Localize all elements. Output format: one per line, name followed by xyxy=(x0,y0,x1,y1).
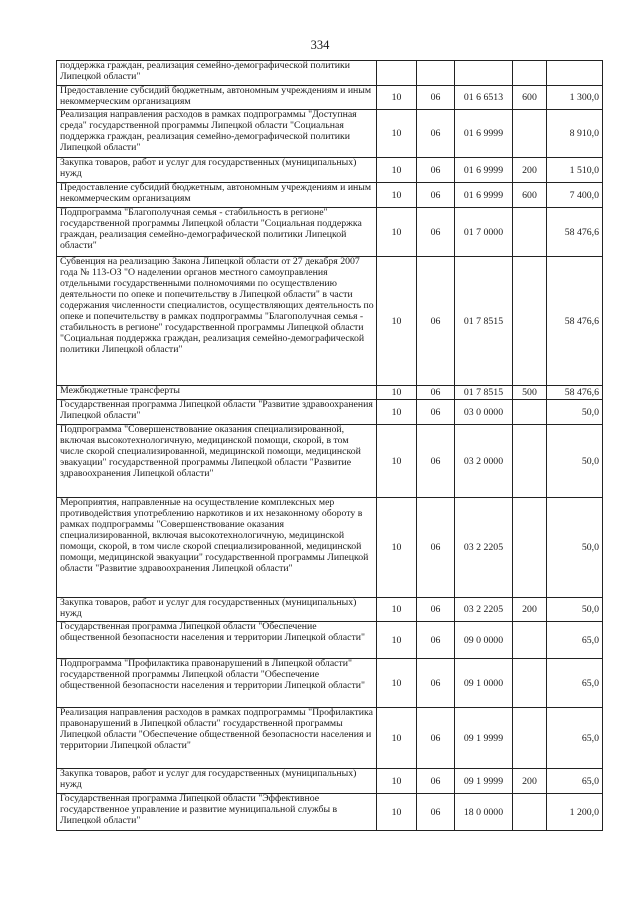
row-section: 10 xyxy=(377,158,417,183)
table-row xyxy=(57,400,603,425)
row-sum: 50,0 xyxy=(547,598,603,622)
row-sum: 58 476,6 xyxy=(547,257,603,386)
row-name: поддержка граждан, реализация семейно-демографической политики Липецкой области" xyxy=(57,61,377,86)
table-row xyxy=(57,86,603,110)
row-section: 10 xyxy=(377,208,417,257)
row-subsection: 06 xyxy=(417,622,455,659)
row-subsection: 06 xyxy=(417,158,455,183)
row-expense-type xyxy=(513,400,547,425)
row-expense-type xyxy=(513,110,547,158)
row-name: Подпрограмма "Совершенствование оказания специализированной, включая высокотехнологичную, медицинской помощи, скорой, в том числе скорой специализированной, медицинской помощи, медицинской эвакуации" государственной программы Липецкой области "Развитие здравоохранения Липецкой области" xyxy=(57,425,377,498)
row-section: 10 xyxy=(377,425,417,498)
row-expense-type xyxy=(513,498,547,598)
row-target-article: 09 0 0000 xyxy=(455,622,513,659)
table-row xyxy=(57,386,603,400)
row-sum: 50,0 xyxy=(547,498,603,598)
row-subsection: 06 xyxy=(417,183,455,208)
row-name: Государственная программа Липецкой области "Развитие здравоохранения Липецкой области" xyxy=(57,400,377,425)
row-subsection: 06 xyxy=(417,110,455,158)
row-target-article: 03 2 2205 xyxy=(455,498,513,598)
row-expense-type: 500 xyxy=(513,386,547,400)
table-row xyxy=(57,110,603,158)
row-expense-type xyxy=(513,708,547,769)
row-expense-type xyxy=(513,622,547,659)
table-row xyxy=(57,61,603,86)
row-target-article: 01 6 9999 xyxy=(455,183,513,208)
row-sum: 7 400,0 xyxy=(547,183,603,208)
row-name: Закупка товаров, работ и услуг для государственных (муниципальных) нужд xyxy=(57,769,377,794)
row-subsection: 06 xyxy=(417,386,455,400)
row-sum: 50,0 xyxy=(547,425,603,498)
table-row xyxy=(57,498,603,598)
table-row xyxy=(57,598,603,622)
row-expense-type xyxy=(513,659,547,708)
row-section: 10 xyxy=(377,708,417,769)
row-section: 10 xyxy=(377,598,417,622)
row-section: 10 xyxy=(377,769,417,794)
row-target-article: 03 0 0000 xyxy=(455,400,513,425)
row-subsection: 06 xyxy=(417,86,455,110)
row-subsection: 06 xyxy=(417,208,455,257)
row-section: 10 xyxy=(377,400,417,425)
table-row xyxy=(57,208,603,257)
table-row xyxy=(57,708,603,769)
row-sum: 50,0 xyxy=(547,400,603,425)
row-section: 10 xyxy=(377,110,417,158)
table-row xyxy=(57,183,603,208)
row-expense-type xyxy=(513,208,547,257)
row-section: 10 xyxy=(377,257,417,386)
row-name: Закупка товаров, работ и услуг для государственных (муниципальных) нужд xyxy=(57,598,377,622)
row-section xyxy=(377,61,417,86)
row-target-article: 18 0 0000 xyxy=(455,794,513,831)
row-sum: 65,0 xyxy=(547,769,603,794)
row-expense-type: 200 xyxy=(513,598,547,622)
row-subsection: 06 xyxy=(417,498,455,598)
row-section: 10 xyxy=(377,622,417,659)
row-expense-type: 600 xyxy=(513,86,547,110)
row-expense-type xyxy=(513,257,547,386)
row-name: Предоставление субсидий бюджетным, автономным учреждениям и иным некоммерческим организациям xyxy=(57,86,377,110)
row-subsection: 06 xyxy=(417,769,455,794)
row-sum: 65,0 xyxy=(547,708,603,769)
row-expense-type xyxy=(513,794,547,831)
row-subsection: 06 xyxy=(417,400,455,425)
row-subsection: 06 xyxy=(417,794,455,831)
row-expense-type xyxy=(513,425,547,498)
row-name: Государственная программа Липецкой области "Обеспечение общественной безопасности населения и территории Липецкой области" xyxy=(57,622,377,659)
row-sum: 58 476,6 xyxy=(547,208,603,257)
table-row xyxy=(57,659,603,708)
row-target-article: 09 1 9999 xyxy=(455,769,513,794)
row-name: Реализация направления расходов в рамках подпрограммы "Профилактика правонарушений в Липецкой области" государственной программы Липецкой области "Обеспечение общественной безопасности населения и территории Липецкой области" xyxy=(57,708,377,769)
row-target-article: 09 1 0000 xyxy=(455,659,513,708)
row-target-article: 01 6 6513 xyxy=(455,86,513,110)
row-name: Субвенция на реализацию Закона Липецкой области от 27 декабря 2007 года № 113-ОЗ "О наделении органов местного самоуправления отдельными государственными полномочиями по осуществлению деятельности по опеке и попечительству в Липецкой области" в части содержания численности специалистов, осуществляющих деятельность по опеке и попечительству в рамках подпрограммы "Благополучная семья - стабильность в регионе" государственной программы Липецкой области "Социальная поддержка граждан, реализация семейно-демографической политики Липецкой области" xyxy=(57,257,377,386)
table-row xyxy=(57,158,603,183)
row-subsection xyxy=(417,61,455,86)
row-sum: 1 200,0 xyxy=(547,794,603,831)
row-target-article: 01 7 0000 xyxy=(455,208,513,257)
row-section: 10 xyxy=(377,86,417,110)
row-name: Закупка товаров, работ и услуг для государственных (муниципальных) нужд xyxy=(57,158,377,183)
row-name: Межбюджетные трансферты xyxy=(57,386,377,400)
page-number: 334 xyxy=(310,38,330,52)
row-section: 10 xyxy=(377,183,417,208)
row-section: 10 xyxy=(377,386,417,400)
row-target-article: 01 6 9999 xyxy=(455,110,513,158)
row-target-article xyxy=(455,61,513,86)
row-sum: 1 510,0 xyxy=(547,158,603,183)
budget-table xyxy=(56,60,603,831)
table-row xyxy=(57,257,603,386)
row-subsection: 06 xyxy=(417,659,455,708)
row-name: Государственная программа Липецкой области "Эффективное государственное управление и развитие муниципальной службы в Липецкой области" xyxy=(57,794,377,831)
row-target-article: 09 1 9999 xyxy=(455,708,513,769)
row-sum: 65,0 xyxy=(547,659,603,708)
row-sum: 65,0 xyxy=(547,622,603,659)
row-name: Подпрограмма "Благополучная семья - стабильность в регионе" государственной программы Липецкой области "Социальная поддержка граждан, реализация семейно-демографической политики Липецкой области" xyxy=(57,208,377,257)
row-sum xyxy=(547,61,603,86)
row-sum: 1 300,0 xyxy=(547,86,603,110)
row-target-article: 01 7 8515 xyxy=(455,257,513,386)
row-expense-type: 200 xyxy=(513,158,547,183)
row-target-article: 01 6 9999 xyxy=(455,158,513,183)
row-sum: 58 476,6 xyxy=(547,386,603,400)
row-section: 10 xyxy=(377,794,417,831)
row-section: 10 xyxy=(377,498,417,598)
row-target-article: 03 2 0000 xyxy=(455,425,513,498)
row-subsection: 06 xyxy=(417,708,455,769)
row-expense-type: 600 xyxy=(513,183,547,208)
table-row xyxy=(57,425,603,498)
row-name: Подпрограмма "Профилактика правонарушений в Липецкой области" государственной программы Липецкой области "Обеспечение общественной безопасности населения и территории Липецкой области" xyxy=(57,659,377,708)
row-name: Предоставление субсидий бюджетным, автономным учреждениям и иным некоммерческим организациям xyxy=(57,183,377,208)
table-row xyxy=(57,622,603,659)
row-expense-type xyxy=(513,61,547,86)
row-expense-type: 200 xyxy=(513,769,547,794)
row-subsection: 06 xyxy=(417,257,455,386)
row-subsection: 06 xyxy=(417,598,455,622)
row-sum: 8 910,0 xyxy=(547,110,603,158)
row-subsection: 06 xyxy=(417,425,455,498)
row-section: 10 xyxy=(377,659,417,708)
row-target-article: 03 2 2205 xyxy=(455,598,513,622)
row-name: Реализация направления расходов в рамках подпрограммы "Доступная среда" государственной программы Липецкой области "Социальная поддержка граждан, реализация семейно-демографической политики Липецкой области" xyxy=(57,110,377,158)
row-name: Мероприятия, направленные на осуществление комплексных мер противодействия употреблению наркотиков и их незаконному обороту в рамках подпрограммы "Совершенствование оказания специализированной, включая высокотехнологичную, медицинской помощи, скорой, в том числе скорой специализированной, медицинской помощи, медицинской эвакуации" государственной программы Липецкой области "Развитие здравоохранения Липецкой области" xyxy=(57,498,377,598)
row-target-article: 01 7 8515 xyxy=(455,386,513,400)
table-row xyxy=(57,769,603,794)
table-row xyxy=(57,794,603,831)
